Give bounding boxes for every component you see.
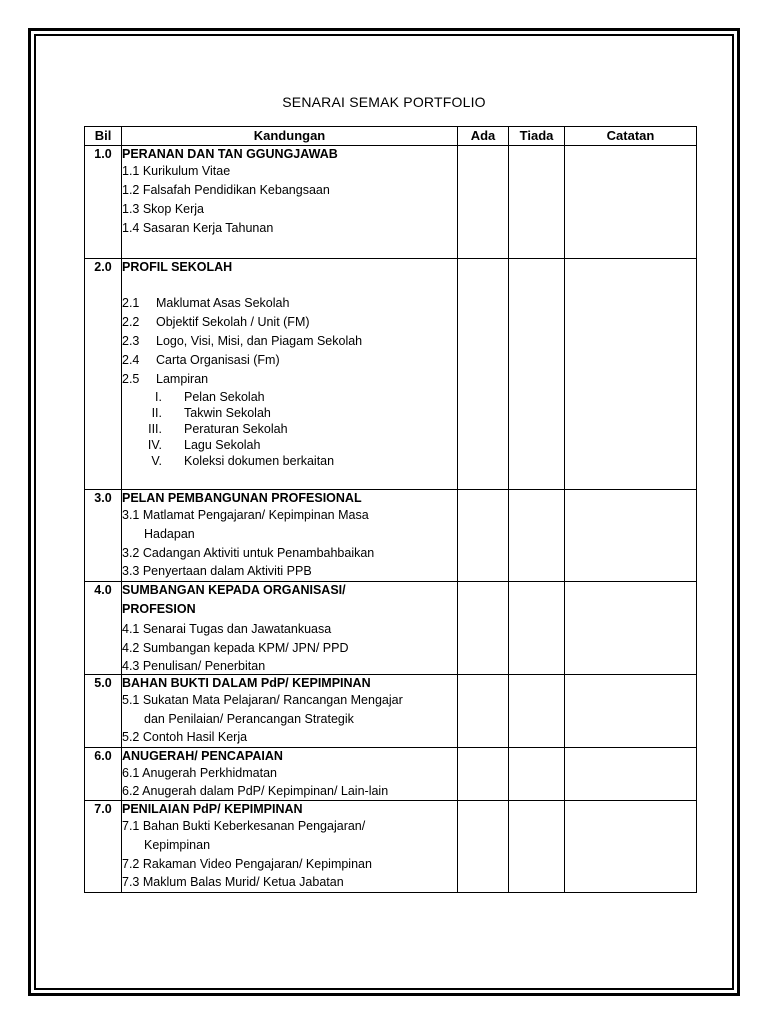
item-text: Carta Organisasi (Fm) xyxy=(156,353,280,367)
table-row xyxy=(85,801,697,893)
roman-numeral: V. xyxy=(151,454,162,468)
row-number: 6.0 xyxy=(85,748,122,801)
list-item: 3.1 Matlamat Pengajaran/ Kepimpinan Masa xyxy=(122,508,369,522)
roman-numeral: III. xyxy=(148,422,162,436)
list-item: 1.2 Falsafah Pendidikan Kebangsaan xyxy=(122,183,330,197)
list-item: 4.3 Penulisan/ Penerbitan xyxy=(122,659,266,673)
ada-checkbox-cell[interactable] xyxy=(458,146,509,259)
section-title: PERANAN DAN TAN GGUNGJAWAB xyxy=(122,147,338,161)
lampiran-text: Takwin Sekolah xyxy=(184,406,271,420)
table-row xyxy=(85,259,697,490)
checklist-table xyxy=(84,126,697,893)
section-title: SUMBANGAN KEPADA ORGANISASI/ xyxy=(122,583,346,597)
ada-checkbox-cell[interactable] xyxy=(458,259,509,490)
lampiran-item xyxy=(122,389,457,405)
section-title: BAHAN BUKTI DALAM PdP/ KEPIMPINAN xyxy=(122,676,371,690)
roman-numeral: I. xyxy=(155,390,162,404)
header-kandungan: Kandungan xyxy=(122,127,458,146)
header-ada: Ada xyxy=(458,127,509,146)
catatan-cell[interactable] xyxy=(565,490,697,582)
row-number: 4.0 xyxy=(85,582,122,675)
lampiran-item xyxy=(122,405,457,421)
ada-checkbox-cell[interactable] xyxy=(458,748,509,801)
list-item: 3.3 Penyertaan dalam Aktiviti PPB xyxy=(122,564,312,578)
catatan-cell[interactable] xyxy=(565,259,697,490)
row-content xyxy=(122,490,458,582)
item-text: Logo, Visi, Misi, dan Piagam Sekolah xyxy=(156,334,363,348)
lampiran-text: Pelan Sekolah xyxy=(184,390,265,404)
table-row xyxy=(85,675,697,748)
list-item: 1.4 Sasaran Kerja Tahunan xyxy=(122,221,274,235)
row-number: 2.0 xyxy=(85,259,122,490)
list-item xyxy=(122,370,457,389)
ada-checkbox-cell[interactable] xyxy=(458,490,509,582)
tiada-checkbox-cell[interactable] xyxy=(509,146,565,259)
table-row xyxy=(85,582,697,675)
list-item xyxy=(122,313,457,332)
list-item: 5.2 Contoh Hasil Kerja xyxy=(122,730,248,744)
section-title: ANUGERAH/ PENCAPAIAN xyxy=(122,749,283,763)
list-item: 7.2 Rakaman Video Pengajaran/ Kepimpinan xyxy=(122,857,372,871)
item-number: 2.5 xyxy=(122,372,140,386)
roman-numeral: II. xyxy=(151,406,162,420)
list-item xyxy=(122,294,457,313)
list-item: 7.3 Maklum Balas Murid/ Ketua Jabatan xyxy=(122,875,344,889)
section-title: PELAN PEMBANGUNAN PROFESIONAL xyxy=(122,491,362,505)
lampiran-item xyxy=(122,437,457,453)
table-row xyxy=(85,748,697,801)
table-row xyxy=(85,146,697,259)
list-item: 4.1 Senarai Tugas dan Jawatankuasa xyxy=(122,622,332,636)
ada-checkbox-cell[interactable] xyxy=(458,582,509,675)
row-content xyxy=(122,801,458,893)
roman-numeral: IV. xyxy=(147,438,162,452)
tiada-checkbox-cell[interactable] xyxy=(509,490,565,582)
lampiran-text: Peraturan Sekolah xyxy=(184,422,288,436)
item-text: Objektif Sekolah / Unit (FM) xyxy=(156,315,310,329)
catatan-cell[interactable] xyxy=(565,582,697,675)
list-item xyxy=(122,351,457,370)
table-header-row xyxy=(85,127,697,146)
list-item: 6.2 Anugerah dalam PdP/ Kepimpinan/ Lain-lain xyxy=(122,784,389,798)
lampiran-item xyxy=(122,421,457,437)
list-item-continuation: Hadapan xyxy=(144,527,195,541)
list-item: 1.1 Kurikulum Vitae xyxy=(122,164,231,178)
item-text: Lampiran xyxy=(156,372,209,386)
row-content xyxy=(122,582,458,675)
row-number: 5.0 xyxy=(85,675,122,748)
document-title: SENARAI SEMAK PORTFOLIO xyxy=(282,94,486,110)
tiada-checkbox-cell[interactable] xyxy=(509,259,565,490)
tiada-checkbox-cell[interactable] xyxy=(509,748,565,801)
list-item: 3.2 Cadangan Aktiviti untuk Penambahbaikan xyxy=(122,546,375,560)
catatan-cell[interactable] xyxy=(565,801,697,893)
row-number: 1.0 xyxy=(85,146,122,259)
header-tiada: Tiada xyxy=(509,127,565,146)
list-item: 6.1 Anugerah Perkhidmatan xyxy=(122,766,277,780)
section-title: PROFIL SEKOLAH xyxy=(122,260,233,274)
list-item-continuation: Kepimpinan xyxy=(144,838,211,852)
list-item xyxy=(122,332,457,351)
header-catatan: Catatan xyxy=(565,127,697,146)
section-title-continuation: PROFESION xyxy=(122,602,196,616)
ada-checkbox-cell[interactable] xyxy=(458,801,509,893)
lampiran-item xyxy=(122,453,457,469)
catatan-cell[interactable] xyxy=(565,675,697,748)
item-number: 2.2 xyxy=(122,315,140,329)
row-number: 3.0 xyxy=(85,490,122,582)
table-row xyxy=(85,490,697,582)
list-item-continuation: dan Penilaian/ Perancangan Strategik xyxy=(144,712,354,726)
row-content xyxy=(122,675,458,748)
row-content xyxy=(122,748,458,801)
item-number: 2.4 xyxy=(122,353,140,367)
header-bil: Bil xyxy=(85,127,122,146)
lampiran-text: Koleksi dokumen berkaitan xyxy=(184,454,335,468)
item-number: 2.1 xyxy=(122,296,140,310)
item-number: 2.3 xyxy=(122,334,140,348)
catatan-cell[interactable] xyxy=(565,748,697,801)
row-content xyxy=(122,146,458,259)
list-item: 7.1 Bahan Bukti Keberkesanan Pengajaran/ xyxy=(122,819,366,833)
lampiran-text: Lagu Sekolah xyxy=(184,438,261,452)
row-number: 7.0 xyxy=(85,801,122,893)
tiada-checkbox-cell[interactable] xyxy=(509,801,565,893)
item-text: Maklumat Asas Sekolah xyxy=(156,296,290,310)
section-title: PENILAIAN PdP/ KEPIMPINAN xyxy=(122,802,303,816)
tiada-checkbox-cell[interactable] xyxy=(509,675,565,748)
tiada-checkbox-cell[interactable] xyxy=(509,582,565,675)
list-item: 5.1 Sukatan Mata Pelajaran/ Rancangan Mengajar xyxy=(122,693,403,707)
row-content xyxy=(122,259,458,490)
catatan-cell[interactable] xyxy=(565,146,697,259)
list-item: 1.3 Skop Kerja xyxy=(122,202,204,216)
ada-checkbox-cell[interactable] xyxy=(458,675,509,748)
list-item: 4.2 Sumbangan kepada KPM/ JPN/ PPD xyxy=(122,641,349,655)
